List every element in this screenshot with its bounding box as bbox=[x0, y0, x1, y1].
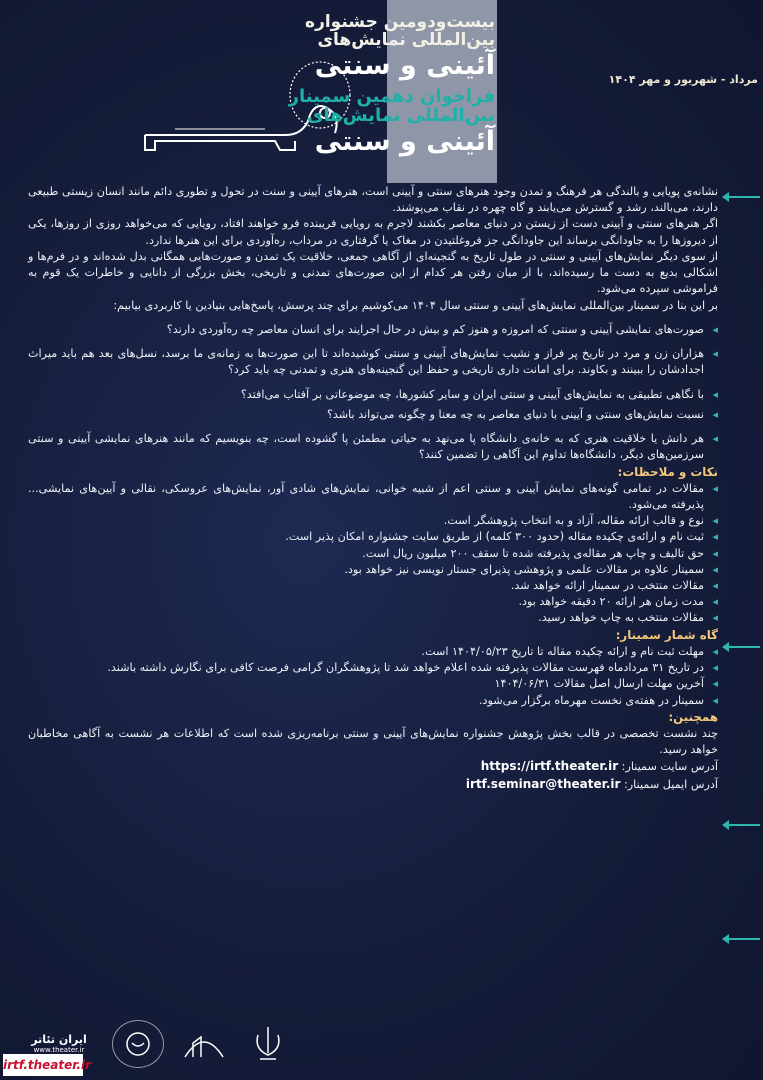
note-item: ◂ مقالات منتخب به چاپ خواهد رسید. bbox=[28, 610, 718, 626]
schedule-heading: گاه شمار سمینار: bbox=[615, 627, 718, 642]
question-item: ◂ هر دانش یا خلاقیت هنری که به خانه‌ی دانشگاه پا می‌نهد به حیاتی مطمئن پا گشوده است، چه بنویسیم که مانند هنرهای نمایشی آیینی و سنتی سرزمین‌های دیگر، دانشگاه‌ها تداوم این آگاهی را تضمین کنند؟ bbox=[28, 431, 718, 463]
email-address bbox=[28, 776, 718, 793]
arrow-icon bbox=[728, 646, 760, 648]
question-item: ◂ صورت‌های نمایشی آیینی و سنتی که امروزه و هنوز کم و بیش در حال اجرایند برای انسان معاصر چه ره‌آوردی دارند؟ bbox=[28, 322, 718, 338]
note-item: ◂ مقالات منتخب در سمینار ارائه خواهد شد. bbox=[28, 578, 718, 594]
festival-title bbox=[235, 14, 495, 156]
festival-logo bbox=[176, 1020, 232, 1066]
arrow-icon bbox=[728, 824, 760, 826]
intro-paragraph: از سوی دیگر نمایش‌های آیینی و سنتی در طول تاریخ به گنجینه‌ای از آگاهی جمعی، خلاقیت یک تمدن و صورت‌هایی همگانی بدل شده‌اند و در فرم‌ها و اشکالی بدیع به دست ما رسیده‌اند، با از میان رفتن هر کدام از این صورت‌های تمدنی و تاریخی، بخش بزرگی از دانایی و خاطرات یک قوم به فراموشی سپرده می‌شود. bbox=[28, 249, 718, 296]
email-label: آدرس ایمیل سمینار: bbox=[624, 777, 718, 791]
subtitle-line-1: فراخوان دهمین سمینار bbox=[288, 86, 495, 108]
date-range: مرداد - شهریور و مهر ۱۴۰۴ bbox=[608, 73, 758, 86]
call-text bbox=[28, 184, 718, 1020]
footer-logos bbox=[0, 1012, 763, 1080]
question-item: ◂ نسبت نمایش‌های سنتی و آیینی با دنیای معاصر به چه معنا و چگونه می‌تواند باشد؟ bbox=[28, 407, 718, 423]
schedule-item: ◂ در تاریخ ۳۱ مردادماه فهرست مقالات پذیرفته شده اعلام خواهد شد تا پژوهشگران گرامی فرصت کافی برای نگارش داشته باشند. bbox=[28, 660, 718, 676]
notes-heading: نکات و ملاحظات: bbox=[617, 464, 718, 479]
arrow-icon bbox=[728, 196, 760, 198]
iran-theater-brand: ایران تئاتر bbox=[31, 1032, 87, 1046]
subtitle-line-3: آئینی و سنتی bbox=[314, 125, 495, 157]
intro-paragraph: نشانه‌ی پویایی و بالندگی هر فرهنگ و تمدن وجود هنرهای سنتی و آیینی است، هنرهای آیینی و سنت در تحول و تطوری دائم مانند انسان زیستی طبیعی دارند، می‌بالند، رشد و گسترش می‌یابند و گاه چهره در نقاب می‌پوشند. bbox=[28, 185, 718, 215]
note-item: ◂ حق تالیف و چاپ هر مقاله‌ی پذیرفته شده تا سقف ۲۰۰ میلیون ریال است. bbox=[28, 546, 718, 562]
festival-logo-icon bbox=[179, 1023, 229, 1063]
site-address bbox=[28, 758, 718, 775]
schedule-item: ◂ مهلت ثبت نام و ارائه چکیده مقاله تا تاریخ ۱۴۰۴/۰۵/۲۳ است. bbox=[28, 644, 718, 660]
title-line-2: بین‌المللی نمایش‌های bbox=[317, 29, 495, 50]
emblem-icon bbox=[250, 1023, 286, 1063]
site-link[interactable]: https://irtf.theater.ir bbox=[480, 759, 619, 774]
site-label: آدرس سایت سمینار: bbox=[621, 760, 718, 774]
note-item: ◂ نوع و قالب ارائه مقاله، آزاد و به انتخاب پژوهشگر است. bbox=[28, 513, 718, 529]
note-item: ◂ ثبت نام و ارائه‌ی چکیده مقاله (حدود ۳۰۰ کلمه) از طریق سایت جشنواره امکان پذیر است. bbox=[28, 529, 718, 545]
watermark: irtf.theater.ir bbox=[3, 1054, 83, 1076]
email-link[interactable]: irtf.seminar@theater.ir bbox=[465, 776, 621, 791]
arrow-icon bbox=[728, 938, 760, 940]
title-line-3: آئینی و سنتی bbox=[314, 49, 495, 81]
title-line-1: بیست‌ودومین جشنواره bbox=[305, 12, 495, 32]
intro-paragraph: بر این بنا در سمینار بین‌المللی نمایش‌های آیینی و سنتی سال ۱۴۰۴ می‌کوشیم برای چند پرسش، پاسخ‌هایی بنیادین یا کاربردی بیابیم: bbox=[113, 298, 718, 312]
schedule-item: ◂ سمینار در هفته‌ی نخست مهرماه برگزار می‌شود. bbox=[28, 693, 718, 709]
also-paragraph: چند نشست تخصصی در قالب بخش پژوهش جشنواره نمایش‌های آیینی و سنتی برنامه‌ریزی شده است که اطلاعات هر نشست به آگاهی مخاطبان خواهد رسید. bbox=[28, 726, 718, 757]
intro-paragraph: اگر هنرهای سنتی و آیینی دست از زیستن در دنیای معاصر بکشند لاجرم به رویایی فریبنده فرو خواهند افتاد، رویایی که می‌خواهد روزی از روزها، یکی از دیروزها را به جاودانگی برساند این جاودانگی جز فروغلتیدن در مغاک یا گرفتاری در مرداب، ره‌آوردی برای این هنرها ندارد. bbox=[28, 217, 718, 247]
iran-theater-site: www.theater.ir bbox=[33, 1045, 85, 1054]
schedule-item: ◂ آخرین مهلت ارسال اصل مقالات ۱۴۰۴/۰۶/۳۱ bbox=[28, 676, 718, 692]
dramatic-arts-logo bbox=[112, 1020, 164, 1068]
also-heading: همچنین: bbox=[668, 709, 718, 724]
question-item: ◂ هزاران زن و مرد در تاریخ پر فراز و نشیب نمایش‌های آیینی و سنتی کوشیده‌اند تا این صورت‌ها به زمانه‌ی ما برسد، نسل‌های بعد هم باید میراث اجدادشان را ببینند و بکاوند. برای امانت داری تاریخی و حفظ این گنجینه‌های هنری و تمدنی چه باید کرد؟ bbox=[28, 346, 718, 378]
note-item: ◂ سمینار علاوه بر مقالات علمی و پژوهشی پذیرای جستار نویسی نیز خواهد بود. bbox=[28, 562, 718, 578]
subtitle-line-2: بین‌المللی نمایش‌های bbox=[307, 104, 495, 126]
question-item: ◂ با نگاهی تطبیقی به نمایش‌های آیینی و سنتی ایران و سایر کشورها، چه موضوعاتی بر آفتاب می‌افتد؟ bbox=[28, 387, 718, 403]
poster-header bbox=[0, 0, 763, 183]
mask-icon bbox=[123, 1029, 153, 1059]
note-item: ◂ مدت زمان هر ارائه ۲۰ دقیقه خواهد بود. bbox=[28, 594, 718, 610]
note-item: ◂ مقالات در تمامی گونه‌های نمایش آیینی و سنتی اعم از شبیه خوانی، نمایش‌های شادی آور، نمایش‌های عروسکی، نقالی و آیین‌های نمایشی... پذیرفته می‌شود. bbox=[28, 481, 718, 513]
ministry-logo bbox=[246, 1020, 290, 1066]
